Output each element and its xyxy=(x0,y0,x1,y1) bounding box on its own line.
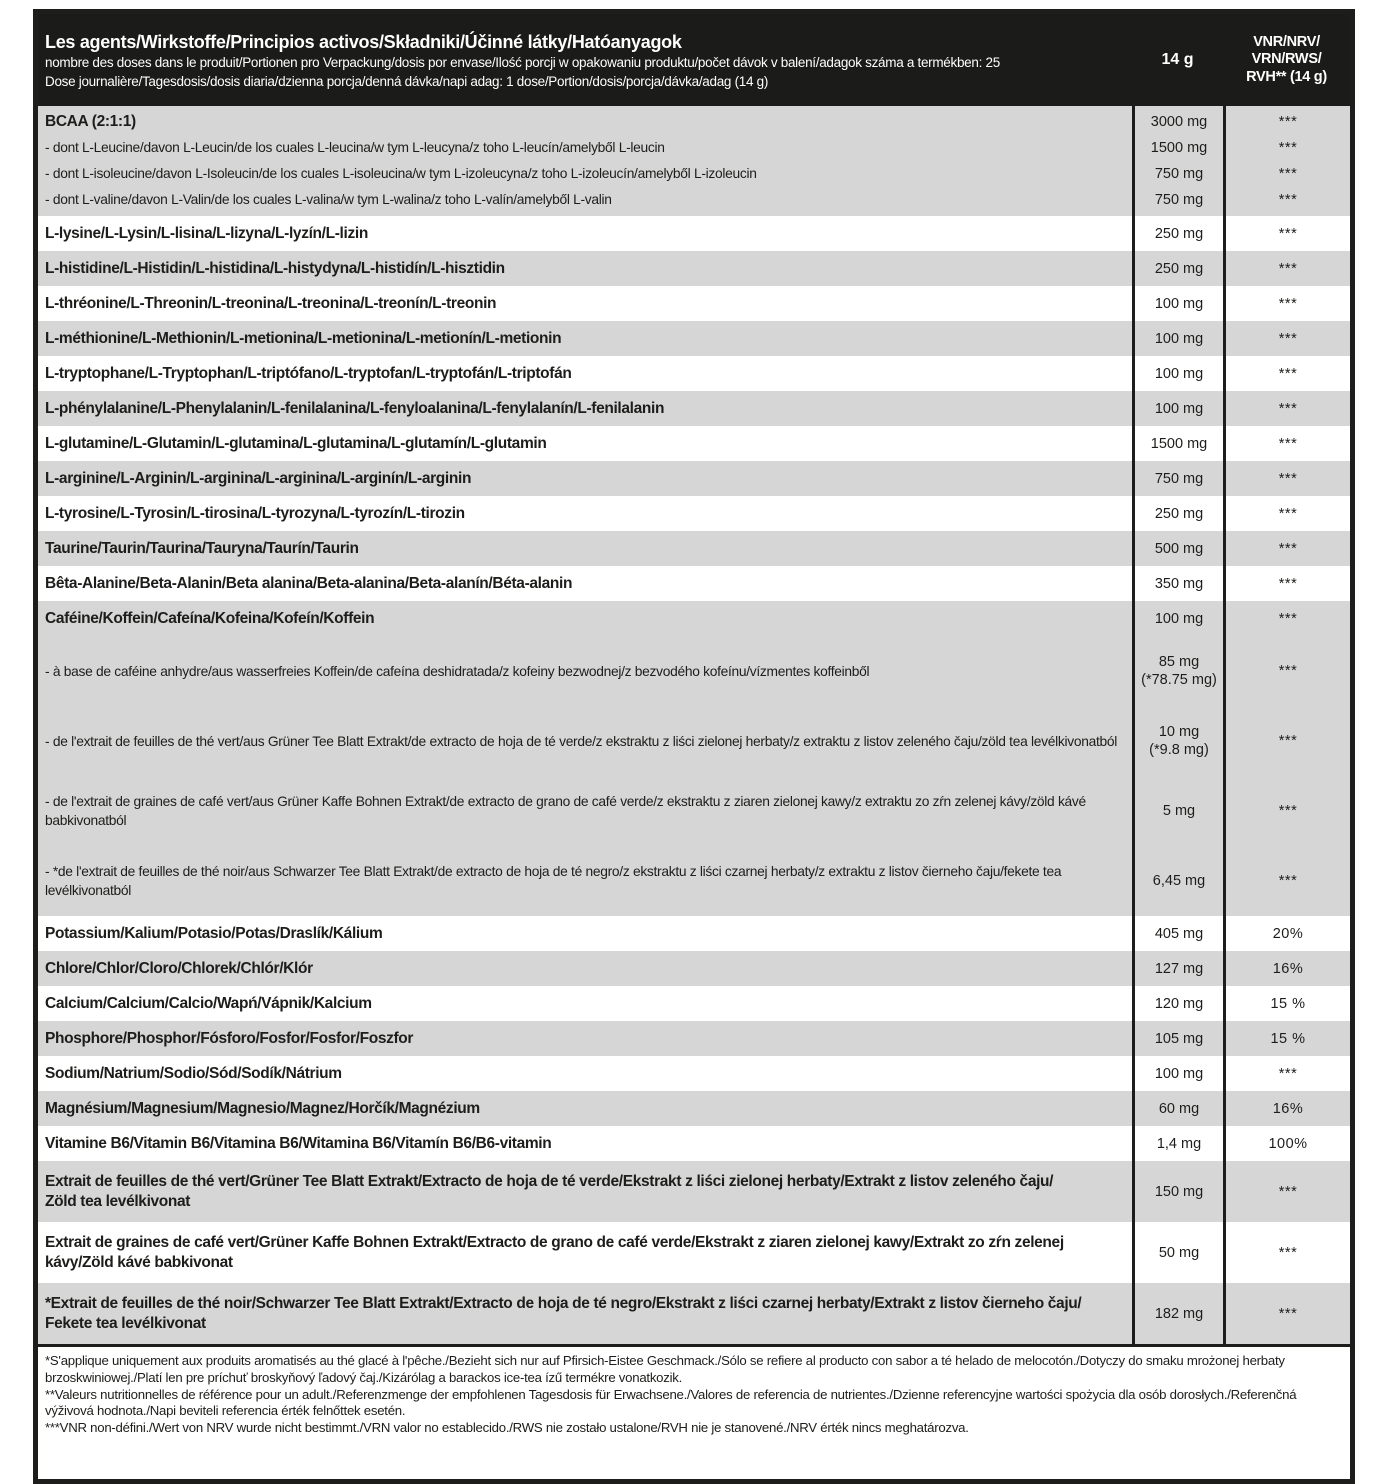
table-row xyxy=(38,566,1350,601)
nrv-cell xyxy=(1223,321,1350,356)
nrv-value: 15 % xyxy=(1270,1030,1306,1047)
amount-value: 50 mg xyxy=(1158,1244,1200,1261)
ingredient-name: Taurine/Taurin/Taurina/Tauryna/Taurín/Taurin xyxy=(45,539,359,557)
table-row xyxy=(38,986,1350,1021)
nrv-cell xyxy=(1223,1091,1350,1126)
table-row xyxy=(38,251,1350,286)
ingredient-name: L-méthionine/L-Methionin/L-metionina/L-metionina/L-metionín/L-metionin xyxy=(45,329,562,347)
table-row xyxy=(38,1056,1350,1091)
table-row xyxy=(38,636,1350,706)
amount-value: (*78.75 mg) xyxy=(1141,672,1217,688)
nrv-column-header-line: VRN/RWS/ xyxy=(1251,51,1322,68)
amount-cell xyxy=(1132,1091,1223,1126)
ingredient-name-cell xyxy=(38,106,1132,216)
nrv-cell xyxy=(1223,1126,1350,1161)
nrv-cell xyxy=(1223,1021,1350,1056)
nrv-value: *** xyxy=(1278,873,1298,889)
nrv-value: *** xyxy=(1278,295,1298,312)
amount-value: (*9.8 mg) xyxy=(1149,742,1209,758)
nrv-value: *** xyxy=(1278,803,1298,819)
footnote: **Valeurs nutritionnelles de référence pour un adult./Referenzmenge der empfohlenen Tagesdosis für Erwachsene./Valores de referencia de nutrientes./Dzienne referencyjne wartości spożycia dla osób dorosłych./Referenčná výživová hodnota./Napi beviteli referencia érték felnőttek esetén. xyxy=(45,1386,1297,1419)
ingredient-name-cell xyxy=(38,1091,1132,1126)
table-row xyxy=(38,706,1350,776)
nrv-value: *** xyxy=(1278,435,1298,452)
table-row xyxy=(38,601,1350,636)
nrv-cell xyxy=(1223,601,1350,636)
nrv-value: *** xyxy=(1278,733,1298,749)
ingredient-name-cell xyxy=(38,986,1132,1021)
header-title: Les agents/Wirkstoffe/Principios activos/Składniki/Účinné látky/Hatóanyagok xyxy=(45,32,682,52)
amount-value: 85 mg xyxy=(1158,654,1200,670)
amount-value: 5 mg xyxy=(1162,803,1196,819)
nrv-value: *** xyxy=(1278,1305,1298,1322)
amount-cell xyxy=(1132,636,1223,706)
amount-value: 10 mg xyxy=(1158,724,1200,740)
nrv-value: *** xyxy=(1278,365,1298,382)
nrv-cell xyxy=(1223,531,1350,566)
nrv-value: *** xyxy=(1278,260,1298,277)
nrv-cell xyxy=(1223,251,1350,286)
ingredient-name: Chlore/Chlor/Cloro/Chlorek/Chlór/Klór xyxy=(45,959,313,977)
ingredient-name: Bêta-Alanine/Beta-Alanin/Beta alanina/Beta-alanina/Beta-alanín/Béta-alanin xyxy=(45,574,573,592)
amount-value: 500 mg xyxy=(1154,540,1204,557)
ingredient-name-cell xyxy=(38,1056,1132,1091)
nrv-cell xyxy=(1223,106,1350,216)
amount-value: 6,45 mg xyxy=(1152,873,1206,889)
amount-cell xyxy=(1132,986,1223,1021)
ingredient-name: Magnésium/Magnesium/Magnesio/Magnez/Horčík/Magnézium xyxy=(45,1099,480,1117)
ingredient-name-cell xyxy=(38,706,1132,776)
nrv-cell xyxy=(1223,496,1350,531)
table-row xyxy=(38,531,1350,566)
amount-value: 350 mg xyxy=(1154,575,1204,592)
ingredient-name-cell xyxy=(38,1222,1132,1283)
nrv-value: *** xyxy=(1278,140,1298,156)
nrv-value: *** xyxy=(1278,1065,1298,1082)
amount-value: 150 mg xyxy=(1154,1183,1204,1200)
ingredient-name-cell xyxy=(38,566,1132,601)
ingredient-name: L-tryptophane/L-Tryptophan/L-triptófano/L-tryptofan/L-tryptofán/L-triptofán xyxy=(45,364,572,382)
ingredient-detail: - dont L-isoleucine/davon L-Isoleucin/de los cuales L-isoleucina/w tym L-izoleucyna/z toho L-izoleucín/amelyből L-izoleucin xyxy=(45,166,757,181)
nrv-value: *** xyxy=(1278,114,1298,130)
nrv-value: *** xyxy=(1278,505,1298,522)
ingredient-name-cell xyxy=(38,426,1132,461)
ingredient-name-cell xyxy=(38,391,1132,426)
ingredient-name-cell xyxy=(38,251,1132,286)
nutrition-facts-table xyxy=(33,9,1355,1484)
amount-value: 60 mg xyxy=(1158,1100,1200,1117)
table-row xyxy=(38,1222,1350,1283)
nrv-value: *** xyxy=(1278,1244,1298,1261)
table-row xyxy=(38,321,1350,356)
amount-cell xyxy=(1132,1056,1223,1091)
amount-value: 250 mg xyxy=(1154,225,1204,242)
table-row xyxy=(38,106,1350,216)
ingredient-name-cell xyxy=(38,1021,1132,1056)
ingredient-name: Fekete tea levélkivonat xyxy=(45,1314,206,1332)
nrv-cell xyxy=(1223,1222,1350,1283)
amount-cell xyxy=(1132,106,1223,216)
nrv-cell xyxy=(1223,951,1350,986)
amount-value: 3000 mg xyxy=(1150,114,1208,130)
ingredient-name-cell xyxy=(38,636,1132,706)
header-subtitle-dose: Dose journalière/Tagesdosis/dosis diaria/dzienna porcja/denná dávka/napi adag: 1 dose/Portion/dosis/porcja/dávka/adag (14 g) xyxy=(45,73,769,89)
amount-cell xyxy=(1132,286,1223,321)
amount-cell xyxy=(1132,1126,1223,1161)
amount-cell xyxy=(1132,601,1223,636)
amount-value: 100 mg xyxy=(1154,295,1204,312)
header-subtitle-servings: nombre des doses dans le produit/Portionen pro Verpackung/dosis por envase/Ilość porcji w opakowaniu produktu/počet dávok v balení/adagok száma a termékben: 25 xyxy=(45,55,1000,70)
table-row xyxy=(38,461,1350,496)
ingredient-name-cell xyxy=(38,496,1132,531)
ingredient-name: L-glutamine/L-Glutamin/L-glutamina/L-glutamina/L-glutamín/L-glutamin xyxy=(45,434,547,452)
nrv-cell xyxy=(1223,286,1350,321)
ingredient-name: BCAA (2:1:1) xyxy=(45,113,136,130)
nrv-value: *** xyxy=(1278,192,1298,208)
nrv-value: 20% xyxy=(1272,925,1304,942)
ingredient-name-cell xyxy=(38,356,1132,391)
table-row xyxy=(38,1126,1350,1161)
ingredient-detail: - dont L-Leucine/davon L-Leucin/de los cuales L-leucina/w tym L-leucyna/z toho L-leucín/amelyből L-leucin xyxy=(45,140,665,155)
ingredient-name-cell xyxy=(38,321,1132,356)
amount-cell xyxy=(1132,1283,1223,1344)
amount-column-header: 14 g xyxy=(1161,51,1194,68)
table-header-row xyxy=(38,14,1350,106)
amount-value: 750 mg xyxy=(1154,470,1204,487)
nrv-cell xyxy=(1223,1056,1350,1091)
ingredient-detail: - de l'extrait de feuilles de thé vert/aus Grüner Tee Blatt Extrakt/de extracto de hoja de té verde/z ekstraktu z liści zielonej herbaty/z extraktu z listov zeleného čaju/zöld tea levélkivonatból xyxy=(45,733,1117,749)
amount-value: 105 mg xyxy=(1154,1030,1204,1047)
nrv-value: *** xyxy=(1278,400,1298,417)
table-row xyxy=(38,286,1350,321)
table-body xyxy=(38,106,1350,1344)
nrv-value: 16% xyxy=(1272,960,1304,977)
nrv-cell xyxy=(1223,1161,1350,1222)
table-row xyxy=(38,776,1350,846)
nrv-cell xyxy=(1223,776,1350,846)
ingredient-name: Zöld tea levélkivonat xyxy=(45,1192,191,1210)
ingredient-name: L-phénylalanine/L-Phenylalanin/L-fenilalanina/L-fenyloalanina/L-fenylalanín/L-fenilalanin xyxy=(45,399,665,417)
nrv-value: 100% xyxy=(1268,1135,1308,1152)
nrv-value: *** xyxy=(1278,166,1298,182)
footnote: ***VNR non-défini./Wert von NRV wurde nicht bestimmt./VRN valor no establecido./RWS nie zostało ustalone/RVH nie je stanovené./NRV érték nincs meghatározva. xyxy=(45,1420,969,1436)
table-row xyxy=(38,1161,1350,1222)
table-row xyxy=(38,916,1350,951)
nrv-column-header xyxy=(1223,14,1350,106)
amount-value: 1500 mg xyxy=(1150,435,1208,452)
nrv-value: *** xyxy=(1278,663,1298,679)
amount-cell xyxy=(1132,916,1223,951)
amount-cell xyxy=(1132,706,1223,776)
nrv-value: 15 % xyxy=(1270,995,1306,1012)
amount-cell xyxy=(1132,251,1223,286)
nrv-cell xyxy=(1223,426,1350,461)
footnotes-section xyxy=(38,1344,1350,1479)
amount-cell xyxy=(1132,461,1223,496)
amount-value: 120 mg xyxy=(1154,995,1204,1012)
ingredient-name-cell xyxy=(38,776,1132,846)
nrv-cell xyxy=(1223,706,1350,776)
amount-cell xyxy=(1132,496,1223,531)
nrv-column-header-line: VNR/NRV/ xyxy=(1253,33,1320,50)
ingredient-detail: - de l'extrait de graines de café vert/aus Grüner Kaffe Bohnen Extrakt/de extracto de grano de café verde/z ekstraktu z ziaren zielonej kawy/z extraktu zo zŕn zelenej kávy/zöld kávé babkivonatból xyxy=(45,794,1086,828)
ingredient-name: L-arginine/L-Arginin/L-arginina/L-arginina/L-arginín/L-arginin xyxy=(45,469,472,487)
ingredient-name: L-histidine/L-Histidin/L-histidina/L-histydyna/L-histidín/L-hisztidin xyxy=(45,259,505,277)
ingredient-name: Potassium/Kalium/Potasio/Potas/Draslík/Kálium xyxy=(45,924,383,942)
ingredient-detail: - à base de caféine anhydre/aus wasserfreies Koffein/de cafeína deshidratada/z kofeiny bezwodnej/z bezvodého kofeínu/vízmentes koffeinből xyxy=(45,663,870,679)
footnote: *S'applique uniquement aux produits aromatisés au thé glacé à l'pêche./Bezieht sich nur auf Pfirsich-Eistee Geschmack./Sólo se refiere al producto con sabor a té helado de melocotón./Dotyczy do smaku mrożonej herbaty brzoskwiniowej./Platí len pre príchuť broskyňový ľadový čaj./Kizárólag a barackos ice-tea ízű termékre vonatkozik. xyxy=(45,1353,1285,1385)
amount-cell xyxy=(1132,566,1223,601)
nrv-column-header-line: RVH** (14 g) xyxy=(1246,68,1327,85)
table-row xyxy=(38,356,1350,391)
ingredient-name-cell xyxy=(38,951,1132,986)
amount-value: 100 mg xyxy=(1154,330,1204,347)
amount-cell xyxy=(1132,426,1223,461)
table-row xyxy=(38,1091,1350,1126)
table-row xyxy=(38,846,1350,916)
amount-value: 750 mg xyxy=(1154,192,1204,208)
nrv-cell xyxy=(1223,356,1350,391)
amount-cell xyxy=(1132,1021,1223,1056)
nrv-value: *** xyxy=(1278,540,1298,557)
table-row xyxy=(38,1283,1350,1344)
nrv-cell xyxy=(1223,986,1350,1021)
amount-cell xyxy=(1132,531,1223,566)
amount-value: 100 mg xyxy=(1154,400,1204,417)
nrv-cell xyxy=(1223,846,1350,916)
ingredient-detail: - dont L-valine/davon L-Valin/de los cuales L-valina/w tym L-walina/z toho L-valín/amelyből L-valin xyxy=(45,192,612,207)
ingredient-name-cell xyxy=(38,601,1132,636)
amount-value: 127 mg xyxy=(1154,960,1204,977)
nrv-value: *** xyxy=(1278,225,1298,242)
amount-value: 1,4 mg xyxy=(1156,1135,1202,1152)
ingredient-name: kávy/Zöld kávé babkivonat xyxy=(45,1253,233,1271)
nrv-value: *** xyxy=(1278,1183,1298,1200)
table-row xyxy=(38,1021,1350,1056)
amount-cell xyxy=(1132,1222,1223,1283)
amount-cell xyxy=(1132,1161,1223,1222)
ingredient-name: Sodium/Natrium/Sodio/Sód/Sodík/Nátrium xyxy=(45,1064,342,1082)
amount-value: 405 mg xyxy=(1154,925,1204,942)
ingredient-name-cell xyxy=(38,1283,1132,1344)
amount-value: 1500 mg xyxy=(1150,140,1208,156)
amount-cell xyxy=(1132,951,1223,986)
ingredient-name-cell xyxy=(38,1161,1132,1222)
table-row xyxy=(38,951,1350,986)
amount-value: 100 mg xyxy=(1154,610,1204,627)
amount-cell xyxy=(1132,391,1223,426)
nrv-cell xyxy=(1223,916,1350,951)
ingredient-name: L-tyrosine/L-Tyrosin/L-tirosina/L-tyrozyna/L-tyrozín/L-tirozin xyxy=(45,504,465,522)
nrv-cell xyxy=(1223,636,1350,706)
nrv-cell xyxy=(1223,216,1350,251)
ingredient-name: Calcium/Calcium/Calcio/Wapń/Vápnik/Kalcium xyxy=(45,994,372,1012)
amount-value: 182 mg xyxy=(1154,1305,1204,1322)
amount-cell xyxy=(1132,846,1223,916)
amount-cell xyxy=(1132,776,1223,846)
table-row xyxy=(38,426,1350,461)
ingredient-name: L-lysine/L-Lysin/L-lisina/L-lizyna/L-lyzín/L-lizin xyxy=(45,224,368,242)
ingredient-name-cell xyxy=(38,531,1132,566)
ingredient-name: Extrait de graines de café vert/Grüner Kaffe Bohnen Extrakt/Extracto de grano de café verde/Ekstrakt z ziaren zielonej kawy/Extrakt zo zŕn zelenej xyxy=(45,1233,1064,1251)
nrv-cell xyxy=(1223,566,1350,601)
ingredient-name: *Extrait de feuilles de thé noir/Schwarzer Tee Blatt Extrakt/Extracto de hoja de té negro/Ekstrakt z liści czarnej herbaty/Extrakt z listov čierneho čaju/ xyxy=(45,1294,1082,1312)
ingredient-name: Vitamine B6/Vitamin B6/Vitamina B6/Witamina B6/Vitamín B6/B6-vitamin xyxy=(45,1134,552,1152)
nrv-value: *** xyxy=(1278,575,1298,592)
ingredient-name: Phosphore/Phosphor/Fósforo/Fosfor/Fosfor/Foszfor xyxy=(45,1029,414,1047)
ingredient-name-cell xyxy=(38,216,1132,251)
ingredient-name-cell xyxy=(38,916,1132,951)
nrv-value: 16% xyxy=(1272,1100,1304,1117)
ingredient-name: Caféine/Koffein/Cafeína/Kofeina/Kofeín/Koffein xyxy=(45,609,375,627)
amount-value: 750 mg xyxy=(1154,166,1204,182)
nrv-cell xyxy=(1223,461,1350,496)
ingredient-name-cell xyxy=(38,846,1132,916)
nrv-value: *** xyxy=(1278,470,1298,487)
table-row xyxy=(38,216,1350,251)
nrv-value: *** xyxy=(1278,330,1298,347)
amount-cell xyxy=(1132,216,1223,251)
amount-value: 100 mg xyxy=(1154,1065,1204,1082)
ingredient-name: Extrait de feuilles de thé vert/Grüner Tee Blatt Extrakt/Extracto de hoja de té verde/Ekstrakt z liści zielonej herbaty/Extrakt z listov zeleného čaju/ xyxy=(45,1172,1054,1190)
nrv-cell xyxy=(1223,391,1350,426)
ingredient-detail: - *de l'extrait de feuilles de thé noir/aus Schwarzer Tee Blatt Extrakt/de extracto de hoja de té negro/z ekstraktu z liści czarnej herbaty/z extraktu z listov čierneho čaju/fekete tea levélkivonatból xyxy=(45,864,1062,898)
amount-value: 100 mg xyxy=(1154,365,1204,382)
ingredient-name: L-thréonine/L-Threonin/L-treonina/L-treonina/L-treonín/L-treonin xyxy=(45,294,497,312)
nrv-value: *** xyxy=(1278,610,1298,627)
ingredient-name-cell xyxy=(38,286,1132,321)
ingredient-name-cell xyxy=(38,1126,1132,1161)
amount-cell xyxy=(1132,356,1223,391)
amount-cell xyxy=(1132,321,1223,356)
header-title-block xyxy=(38,14,1132,106)
table-row xyxy=(38,391,1350,426)
ingredient-name-cell xyxy=(38,461,1132,496)
nrv-cell xyxy=(1223,1283,1350,1344)
amount-value: 250 mg xyxy=(1154,260,1204,277)
amount-value: 250 mg xyxy=(1154,505,1204,522)
table-row xyxy=(38,496,1350,531)
